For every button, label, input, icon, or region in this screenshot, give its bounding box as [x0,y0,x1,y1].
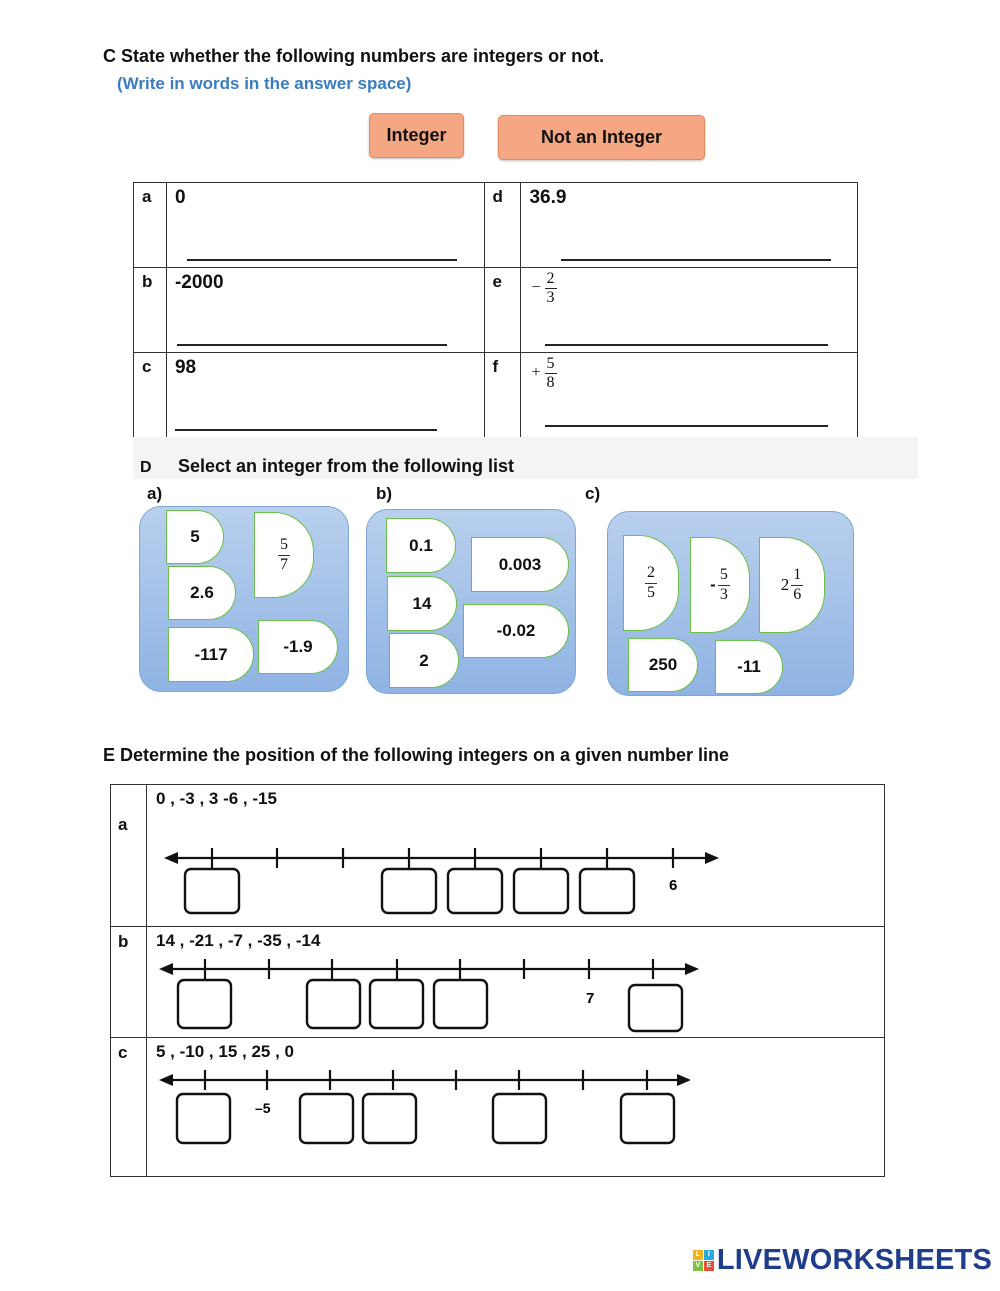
answer-box[interactable] [629,985,682,1031]
section-e-column-divider [146,784,147,1177]
answer-box[interactable] [185,869,239,913]
answer-box[interactable] [580,869,634,913]
answer-box[interactable] [448,869,502,913]
logo-letter: E [704,1261,714,1271]
fraction-e-numerator: 2 [546,270,555,287]
option-integer-button[interactable]: Integer [369,113,464,158]
fraction-numerator: 5 [718,566,730,585]
answer-box[interactable] [363,1094,416,1143]
section-d-heading: Select an integer from the following list [178,456,515,476]
section-c-instruction: (Write in words in the answer space) [117,74,412,93]
fraction-numerator: 1 [791,566,803,585]
number-line-c [155,1065,715,1150]
section-c-heading: C State whether the following numbers are integers or not. [103,46,605,66]
choice-chip[interactable]: 2.6 [168,566,236,620]
tick-label: 7 [586,990,595,1007]
fraction-numerator: 5 [278,536,290,555]
answer-box[interactable] [178,980,231,1028]
tick-label: –5 [255,1100,271,1116]
choice-chip[interactable]: 5 [166,510,224,564]
fraction-denominator: 7 [280,555,288,573]
answer-box[interactable] [370,980,423,1028]
answer-line-e[interactable] [545,344,828,346]
answer-line-f[interactable] [545,425,828,427]
fraction-f-sign: + [531,363,541,381]
choice-chip[interactable] [759,537,825,633]
integer-list-a: 0 , -3 , 3 -6 , -15 [156,789,277,808]
group-c-label: c) [585,484,601,503]
fraction-denominator: 6 [793,585,802,603]
row-label-c: c [118,1043,128,1062]
table-row [134,183,858,268]
choice-chip[interactable]: -1.9 [258,620,338,674]
logo-letter: V [693,1261,703,1271]
fraction-f [531,355,556,391]
brand-name: LIVEWORKSHEETS [716,1244,992,1276]
row-label-a: a [118,815,128,834]
group-b-label: b) [376,484,393,503]
choice-chip[interactable]: 2 [389,633,459,688]
row-label-d: d [492,187,503,206]
answer-box[interactable] [300,1094,353,1143]
section-e-row-divider [110,1037,885,1038]
liveworksheets-logo [693,1244,992,1277]
row-label-b: b [118,932,129,951]
fraction-denominator: 3 [719,585,728,603]
number-c: 98 [174,357,197,378]
integer-list-b: 14 , -21 , -7 , -35 , -14 [156,931,321,950]
group-a-label: a) [147,484,163,503]
row-label-f: f [492,357,499,376]
fraction-sign: - [710,575,716,594]
row-label-c: c [142,357,152,376]
choice-chip[interactable]: 0.1 [386,518,456,573]
section-e-row-divider [110,926,885,927]
row-label-a: a [142,187,152,206]
choice-chip[interactable]: 250 [628,638,698,692]
answer-line-d[interactable] [561,259,831,261]
fraction-denominator: 5 [647,583,655,601]
answer-line-b[interactable] [177,344,447,346]
row-label-b: b [142,272,153,291]
logo-letter: I [704,1250,714,1260]
number-line-a [160,840,730,920]
fraction-numerator: 2 [645,564,657,583]
tick-label: 6 [669,877,678,894]
number-line-b [155,953,715,1035]
answer-box[interactable] [434,980,487,1028]
fraction-e [531,270,556,306]
section-d-letter: D [140,459,152,476]
choice-chip[interactable]: -11 [715,640,783,694]
answer-box[interactable] [621,1094,674,1143]
choice-chip[interactable]: -0.02 [463,604,569,658]
table-row [134,353,858,438]
choice-chip[interactable]: 0.003 [471,537,569,592]
answer-box[interactable] [177,1094,230,1143]
answer-box[interactable] [514,869,568,913]
fraction-f-numerator: 5 [546,355,555,372]
number-a: 0 [174,187,186,208]
choice-chip[interactable]: 14 [387,576,457,631]
number-b: -2000 [174,272,224,293]
fraction-e-sign: − [531,278,541,296]
section-e-heading: E Determine the position of the following integers on a given number line [103,745,730,765]
answer-box[interactable] [493,1094,546,1143]
row-label-e: e [492,272,502,291]
answer-line-a[interactable] [187,259,457,261]
section-c-table [133,182,858,438]
table-row [134,268,858,353]
number-d: 36.9 [529,187,567,208]
answer-box[interactable] [307,980,360,1028]
option-not-integer-button[interactable]: Not an Integer [498,115,705,160]
integer-list-c: 5 , -10 , 15 , 25 , 0 [156,1042,294,1061]
fraction-f-denominator: 8 [546,373,555,391]
answer-line-c[interactable] [175,429,437,431]
fraction-e-denominator: 3 [546,288,555,306]
mixed-whole: 2 [780,575,790,594]
choice-chip[interactable]: -117 [168,627,254,682]
answer-box[interactable] [382,869,436,913]
logo-mark-icon [693,1250,714,1271]
logo-letter: L [693,1250,703,1260]
